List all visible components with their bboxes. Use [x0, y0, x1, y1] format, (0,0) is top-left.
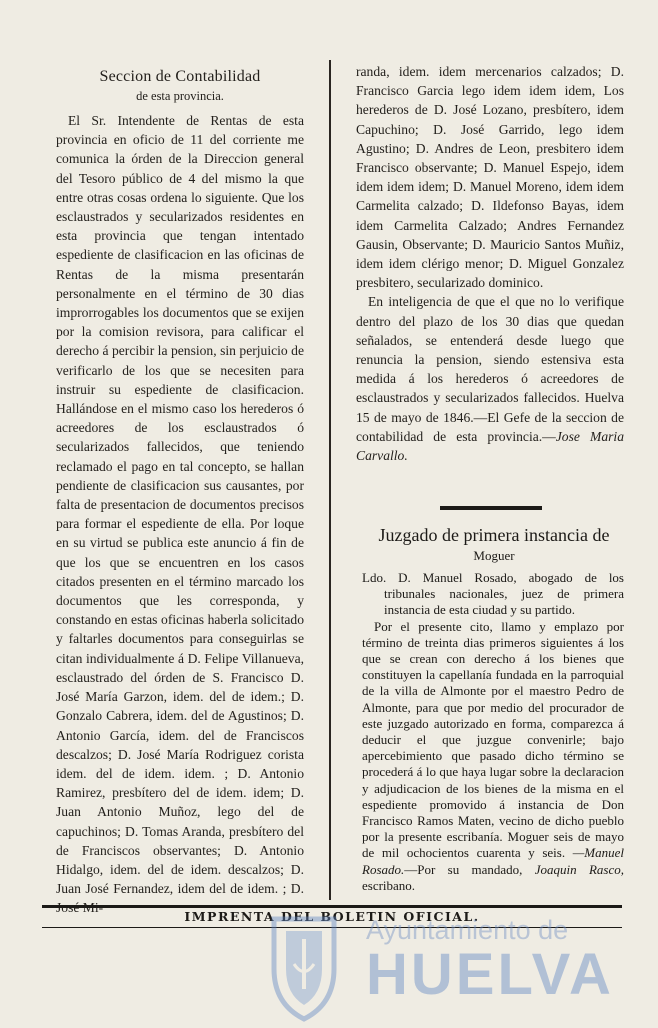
- court-opening: Ldo. D. Manuel Rosado, abogado de los tribunales nacionales, juez de primera instancia de esta ciudad y su partido.: [362, 570, 624, 618]
- court-subtitle: Moguer: [473, 548, 515, 563]
- clerk-role: escribano.: [362, 877, 416, 893]
- left-column: [56, 62, 304, 918]
- court-body-text: Por el presente cito, llamo y emplazo por término de treinta dias primeros siguientes á los que se crean con derecho á los bienes que constituyen la capellanía fundada en la parroquial de la villa de Almonte por el maestro Pedro de Almonte, para que por medio del procurador de este juzgado autorizado en forma, comparezca á deducir el que juzgue convenirle; bajo apercebimiento que pasado dicho término se procederá á lo que haya lugar sobre la declaracion y adjudicacion de los bienes de la misma en el espediente promovido á instancia de Don Francisco Ramos Maten, vecino de dicho pueblo por la presente escribanía. Moguer seis de mayo de mil ochocientos cuarenta y seis.: [362, 618, 624, 861]
- watermark-line-2: HUELVA: [366, 942, 614, 1007]
- section-separator: [440, 506, 542, 510]
- watermark-line-1: Ayuntamiento de: [366, 915, 569, 945]
- mandate-text: —Por su mandado,: [404, 861, 523, 877]
- section-subtitle: de esta provincia.: [136, 89, 224, 103]
- right-column: [356, 62, 624, 465]
- court-title: Juzgado de primera instancia de: [378, 525, 610, 545]
- announcement-continued: randa, idem. idem mercenarios calzados; D. Francisco Garcia lego idem idem idem, Los herederos de D. José Lozano, presbítero, idem Capuchino; D. José Garrido, lego idem Agustino; D. Andres de Leon, presbitero idem Francisco observante; D. Manuel Espejo, idem idem idem idem; D. Manuel Moreno, idem idem Carmelita calzado; D. Ildefonso Bayas, idem idem Carmelita Calzado; Andres Fernandez Gausin, Observante; D. Mauricio Santos Muñiz, idem idem clérigo menor; D. Miguel Gonzalez presbitero, secularizado dominico.: [356, 64, 624, 291]
- court-body: [362, 619, 624, 894]
- clerk-signature: Joaquin Rasco,: [534, 861, 624, 877]
- footer-rule-bottom: [42, 927, 622, 928]
- announcement-closing: [356, 292, 624, 465]
- footer-rule-top: [42, 905, 622, 908]
- column-divider: [329, 60, 331, 900]
- closing-text: En inteligencia de que el que no lo verifique dentro del plazo de los 30 dias que quedan señalados, se entenderá desde luego que renuncia la pension, siendo estensiva esta medida á los herederos ó acreedores de esclaustrados y secularizados fallecidos. Huelva 15 de mayo de 1846.—El Gefe de la seccion de contabilidad de esta provincia.—: [356, 294, 624, 444]
- signature: Jose Maria Carvallo.: [356, 428, 624, 464]
- judge-signature: —Manuel Rosado.: [362, 845, 624, 877]
- court-notice: [362, 570, 624, 894]
- imprint-line: IMPRENTA DEL BOLETIN OFICIAL.: [184, 909, 480, 924]
- announcement-body: El Sr. Intendente de Rentas de esta provincia en oficio de 11 del corriente me comunica la órden de la Direccion general del Tesoro público de 4 del mismo la que entre otras cosas ordena lo siguiente. Que los esclaustrados y secularizados residentes en esta provincia que tengan intentado espediente de clasificacion en las oficinas de Rentas de la misma presentarán personalmente en el término de 30 dias improrrogables los documentos que se exijen por la comision revisora, para calificar el derecho á percibir la pension, sin perjuicio de verificarlo de los que se necesiten para instruir su espediente de clasificacion. Hallándose en el mismo caso los herederos ó acreedores de los esclaustrados ó secularizados fallecidos, que teniendo reclamado el pago en tal concepto, se hallan pendiente de clasificacion sus causantes, por falta de presentacion de documentos precisos para formar el espediente de ella. Por loque en su virtud se publica este anuncio á fin de que los que se encuentren en los casos citados presenten en el término marcado los documentos que les corresponda, y constando en estas oficinas haberla solicitado y faltarles documentos para conseguirlas se citan individualmente á D. Felipe Villanueva, esclaustrado del órden de S. Francisco D. José María Garzon, idem. del de idem.; D. Gonzalo Cabrera, idem. del de Agustinos; D. Antonio García, idem. del de Franciscos descalzos; D. José María Rodriguez corista idem. del de idem. idem. ; D. Antonio Ramirez, presbítero del de idem. idem; D. Juan Antonio Muñoz, lego del de capuchinos; D. Tomas Aranda, presbítero del de Franciscos observantes; D. Antonio Hidalgo, idem. del de idem. descalzos; D. Juan José Fernandez, idem del de idem. ; D.: [56, 113, 304, 897]
- section-title: Seccion de Contabilidad: [99, 68, 261, 85]
